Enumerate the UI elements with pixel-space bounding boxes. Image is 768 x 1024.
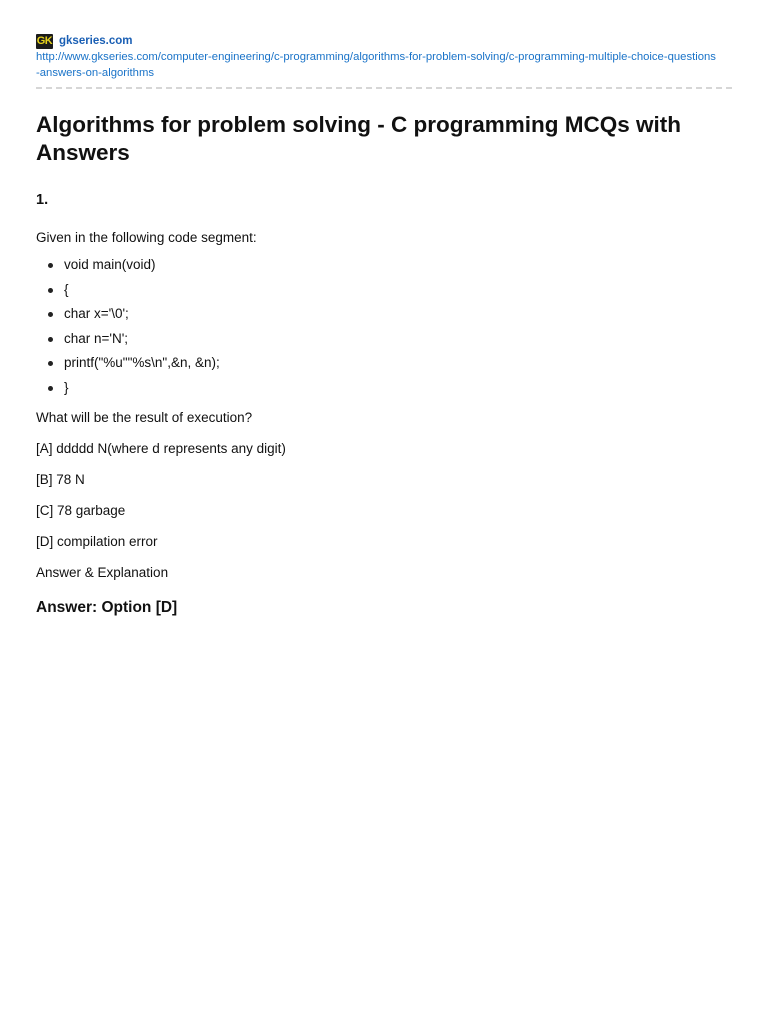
site-name-link[interactable]: gkseries.com bbox=[59, 35, 133, 47]
code-line-text: { bbox=[64, 281, 69, 297]
option-b: [B] 78 N bbox=[36, 472, 85, 487]
question-intro: Given in the following code segment: bbox=[36, 230, 257, 245]
question-prompt: What will be the result of execution? bbox=[36, 410, 253, 425]
dashed-divider bbox=[36, 87, 732, 89]
code-line bbox=[36, 379, 732, 404]
code-line-text: char n='N'; bbox=[64, 330, 129, 346]
page-title: Algorithms for problem solving - C programming MCQs with Answers bbox=[36, 112, 682, 165]
option-c: [C] 78 garbage bbox=[36, 503, 126, 518]
site-line bbox=[36, 33, 732, 49]
code-line-text: printf("%u""%s\n",&n, &n); bbox=[64, 355, 220, 370]
code-line bbox=[36, 330, 732, 355]
site-header bbox=[36, 33, 732, 89]
bullet-icon bbox=[48, 288, 53, 293]
answer-heading: Answer: Option [D] bbox=[36, 599, 178, 616]
code-line-text: void main(void) bbox=[64, 257, 156, 272]
bullet-icon bbox=[48, 312, 53, 317]
code-line bbox=[36, 354, 732, 379]
option-d: [D] compilation error bbox=[36, 534, 158, 549]
code-line bbox=[36, 256, 732, 281]
bullet-icon bbox=[48, 337, 53, 342]
code-segment-list bbox=[36, 256, 732, 403]
document-page bbox=[36, 33, 732, 619]
bullet-icon bbox=[48, 361, 53, 366]
option-a: [A] ddddd N(where d represents any digit) bbox=[36, 441, 286, 456]
question-number: 1. bbox=[36, 192, 49, 208]
page-url-link[interactable]: http://www.gkseries.com/computer-engineering/c-programming/algorithms-for-problem-solving/c-programming-multiple-choice-questions-answers-on-algorithms bbox=[36, 51, 716, 79]
site-logo: GK bbox=[36, 34, 53, 47]
code-line bbox=[36, 281, 732, 306]
code-line bbox=[36, 305, 732, 330]
bullet-icon bbox=[48, 263, 53, 268]
bullet-icon bbox=[48, 386, 53, 391]
code-line-text: char x='\0'; bbox=[64, 306, 129, 321]
code-line-text: } bbox=[64, 379, 69, 395]
answer-explanation-label: Answer & Explanation bbox=[36, 565, 169, 580]
